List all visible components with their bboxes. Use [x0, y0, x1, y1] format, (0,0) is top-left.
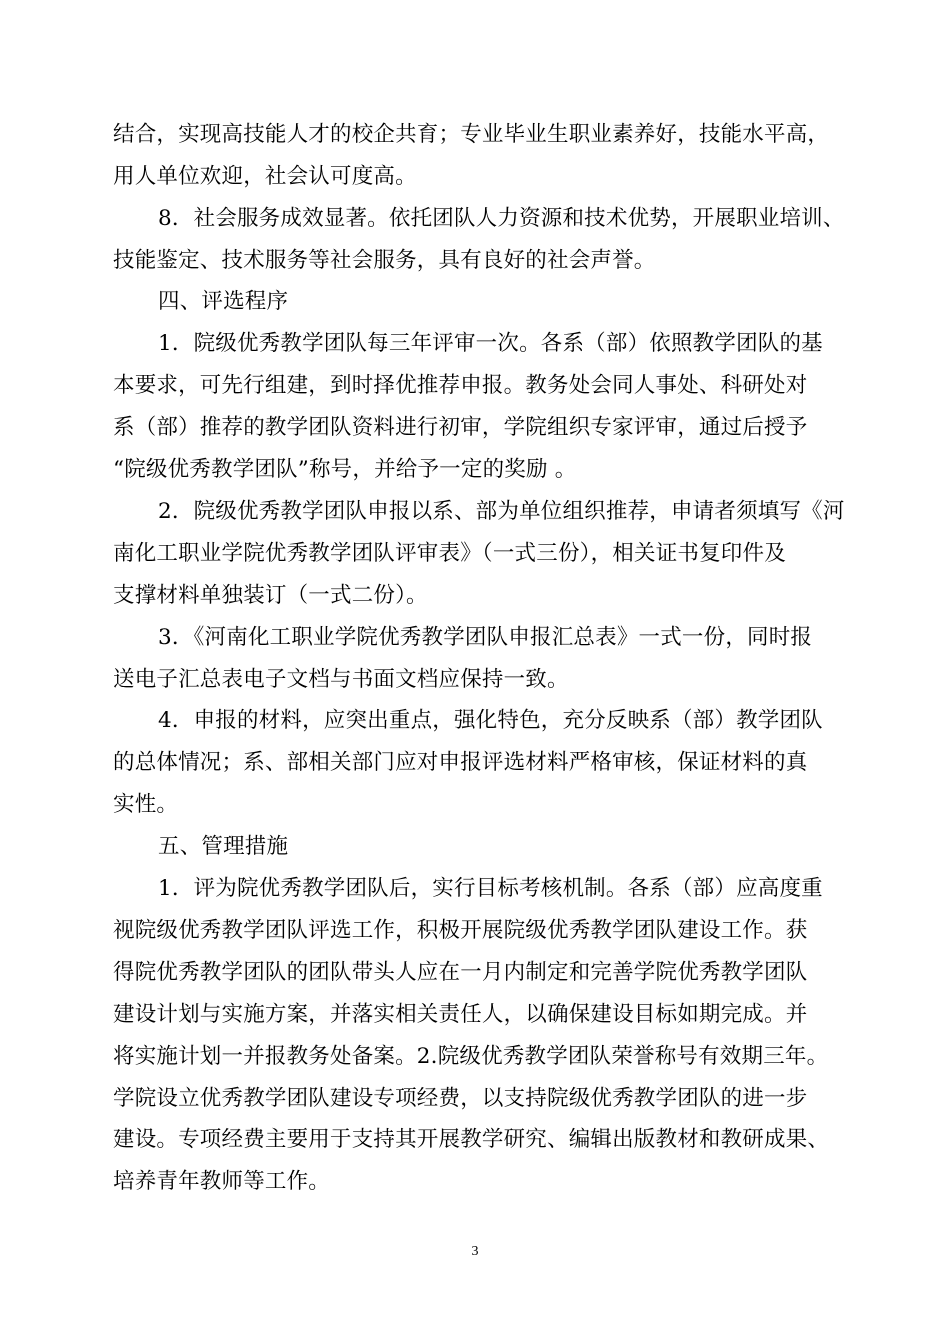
text-line: 建设计划与实施方案，并落实相关责任人，以确保建设目标如期完成。并 [113, 1002, 808, 1027]
section-heading: 四、评选程序 [158, 289, 289, 314]
text-line: 2．院级优秀教学团队申报以系、部为单位组织推荐，申请者须填写《河 [158, 499, 845, 524]
text-line: 用人单位欢迎，社会认可度高。 [113, 164, 417, 189]
page-number: 3 [471, 1244, 479, 1259]
text-line: 技能鉴定、技术服务等社会服务，具有良好的社会声誉。 [113, 248, 656, 273]
text-line: 结合，实现高技能人才的校企共育；专业毕业生职业素养好，技能水平高， [113, 122, 830, 147]
text-line: 送电子汇总表电子文档与书面文档应保持一致。 [113, 667, 569, 692]
text-line: 8．社会服务成效显著。依托团队人力资源和技术优势，开展职业培训、 [158, 206, 845, 231]
text-line: 将实施计划一并报教务处备案。2.院级优秀教学团队荣誉称号有效期三年。 [113, 1044, 829, 1069]
text-line: 建设。专项经费主要用于支持其开展教学研究、编辑出版教材和教研成果、 [113, 1127, 830, 1152]
text-line: 南化工职业学院优秀教学团队评审表》（一式三份），相关证书复印件及 [113, 541, 786, 566]
text-line: 培养青年教师等工作。 [113, 1169, 331, 1194]
text-line: “院级优秀教学团队”称号，并给予一定的奖励 。 [113, 457, 577, 482]
text-line: 1．评为院优秀教学团队后，实行目标考核机制。各系（部）应高度重 [158, 876, 823, 901]
text-line: 4．申报的材料，应突出重点，强化特色，充分反映系（部）教学团队 [158, 708, 823, 733]
text-line: 本要求，可先行组建，到时择优推荐申报。教务处会同人事处、科研处对 [113, 373, 808, 398]
text-line: 1．院级优秀教学团队每三年评审一次。各系（部）依照教学团队的基 [158, 331, 823, 356]
text-line: 学院设立优秀教学团队建设专项经费，以支持院级优秀教学团队的进一步 [113, 1086, 808, 1111]
text-line: 视院级优秀教学团队评选工作，积极开展院级优秀教学团队建设工作。获 [113, 918, 808, 943]
text-line: 系（部）推荐的教学团队资料进行初审，学院组织专家评审，通过后授予 [113, 415, 808, 440]
text-line: 3．《河南化工职业学院优秀教学团队申报汇总表》一式一份，同时报 [158, 625, 813, 650]
text-line: 支撑材料单独装订（一式二份）。 [113, 583, 428, 608]
text-line: 实性。 [113, 792, 179, 817]
text-line: 的总体情况；系、部相关部门应对申报评选材料严格审核，保证材料的真 [113, 750, 808, 775]
text-line: 得院优秀教学团队的团队带头人应在一月内制定和完善学院优秀教学团队 [113, 960, 808, 985]
section-heading: 五、管理措施 [158, 834, 289, 859]
